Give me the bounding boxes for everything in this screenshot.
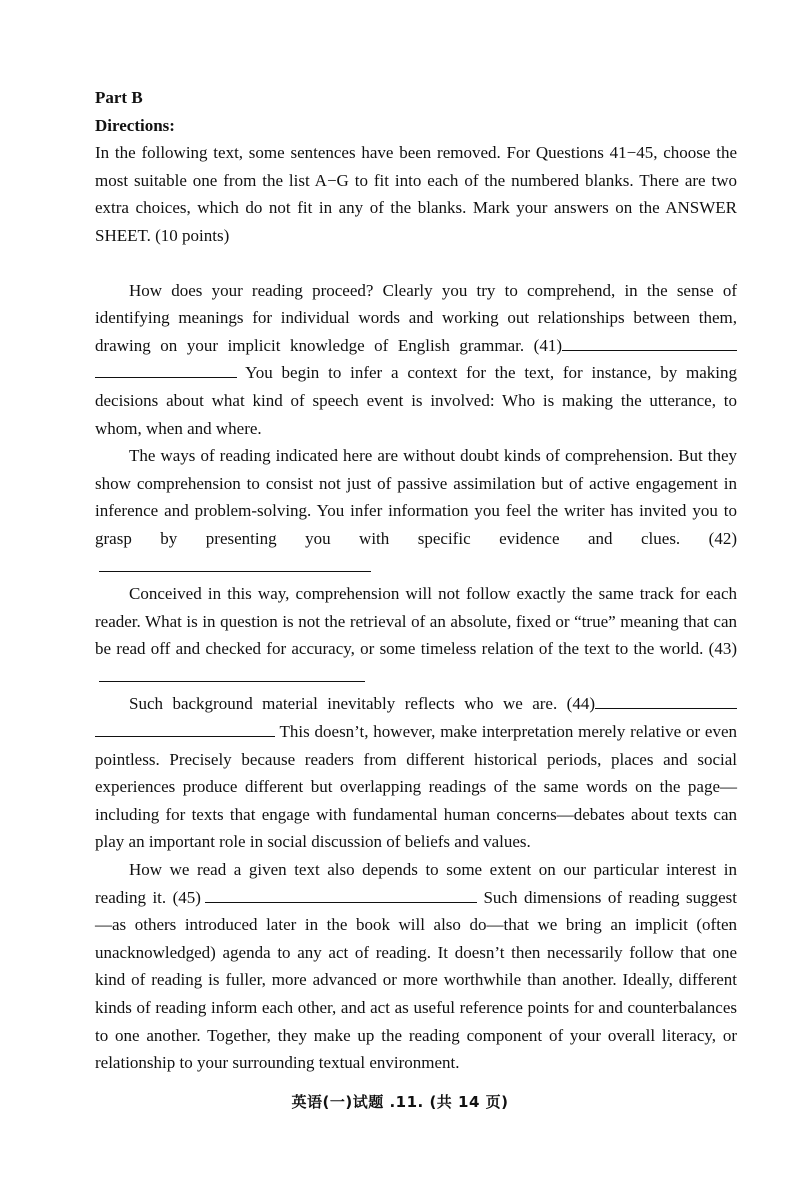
paragraph-1-text-a: How does your reading proceed? Clearly you try to comprehend, in the sense of identifying meanings for individual words and working out relationships between them, drawing on your implicit knowledge of English grammar. (41) [95,280,737,355]
passage-paragraph-4 [95,690,737,856]
page-footer: 英语(一)试题 .11. (共 14 页) [291,1093,509,1111]
paragraph-3-text-a: Conceived in this way, comprehension will not follow exactly the same track for each reader. What is in question is not the retrieval of an absolute, fixed or “true” meaning that can be read off and checked for accuracy, or some timeless relation of the text to the world. (43) [95,584,737,659]
part-title: Part B [95,88,143,107]
answer-blank-42 [99,553,371,572]
answer-blank-41 [562,332,737,351]
paragraph-4-text-a: Such background material inevitably reflects who we are. (44) [129,694,595,714]
passage-paragraph-5 [95,856,737,1077]
paragraph-1-text-b: You begin to infer a context for the text, for instance, by making decisions about what kind of speech event is involved: Who is making the utterance, to whom, when and where. [95,363,737,438]
paragraph-4-text-b: This doesn’t, however, make interpretation merely relative or even pointless. Precisely because readers from different historical periods, places and social experiences produce different but overlapping readings of the same words on the page—including for texts that engage with fundamental human concerns—debates about texts can play an important role in social discussion of beliefs and values. [95,722,737,852]
answer-blank-44-continued [95,718,275,737]
answer-blank-45 [205,884,477,903]
answer-blank-43 [99,663,365,682]
paragraph-5-text-a: How we read a given text also depends to some extent on our particular interest in reading it. (45) [95,860,737,907]
directions-label: Directions: [95,115,175,135]
passage-paragraph-3 [95,580,737,690]
passage-paragraph-1 [95,277,737,443]
directions-text: In the following text, some sentences have been removed. For Questions 41−45, choose the most suitable one from the list A−G to fit into each of the numbered blanks. There are two extra choices, which do not fit in any of the blanks. Mark your answers on the ANSWER SHEET. (10 points) [95,143,737,245]
exam-page [95,84,737,1077]
answer-blank-41-continued [95,359,237,378]
passage-paragraph-2 [95,442,737,580]
paragraph-2-question-number: (42) [708,528,737,548]
paragraph-5-text-b: Such dimensions of reading suggest—as others introduced later in the book will also do—that we bring an implicit (often unacknowledged) agenda to any act of reading. It doesn’t then necessarily follow that one kind of reading is fuller, more advanced or more worthwhile than another. Ideally, different kinds of reading inform each other, and act as useful reference points for and counterbalances to one another. Together, they make up the reading component of your overall literacy, or relationship to your surrounding textual environment. [95,887,737,1073]
answer-blank-44 [595,690,737,709]
paragraph-2-text-a: The ways of reading indicated here are without doubt kinds of comprehension. But they show comprehension to consist not just of passive assimilation but of active engagement in inference and problem-solving. You infer information you feel the writer has invited you to grasp by presenting you with specific evidence and clues. [95,446,737,548]
